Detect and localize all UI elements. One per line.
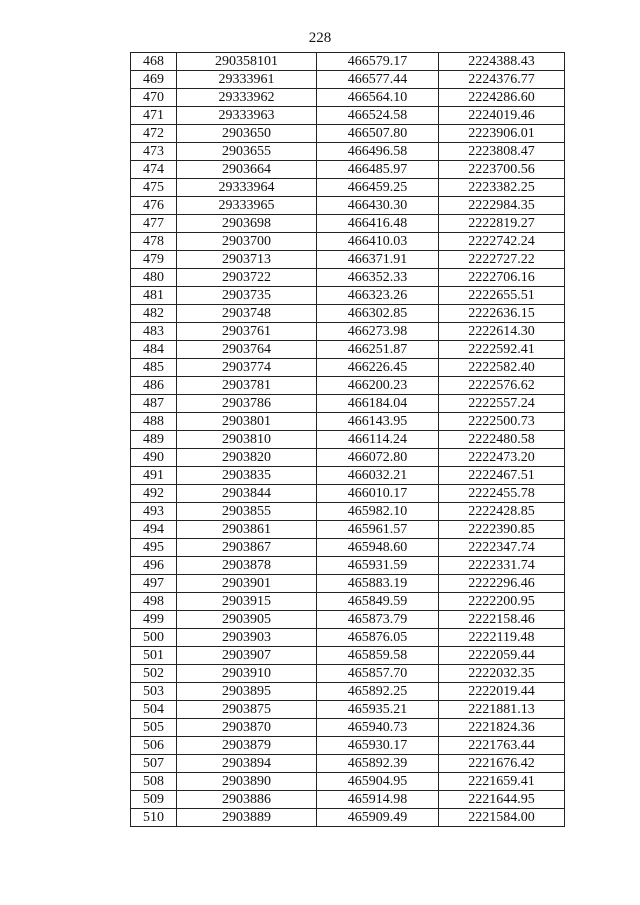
- table-row: [131, 341, 565, 359]
- page-number: 228: [308, 30, 332, 46]
- table-row: [131, 557, 565, 575]
- row-index-cell: 487: [131, 395, 177, 413]
- row-index-cell: 477: [131, 215, 177, 233]
- row-index-cell: 481: [131, 287, 177, 305]
- row-index-cell: 507: [131, 755, 177, 773]
- table-row: [131, 269, 565, 287]
- point-id-cell: 2903810: [177, 431, 317, 449]
- table-row: [131, 287, 565, 305]
- point-id-cell: 2903867: [177, 539, 317, 557]
- row-index-cell: 500: [131, 629, 177, 647]
- x-coordinate-cell: 466524.58: [317, 107, 439, 125]
- x-coordinate-cell: 465892.25: [317, 683, 439, 701]
- point-id-cell: 2903820: [177, 449, 317, 467]
- row-index-cell: 506: [131, 737, 177, 755]
- row-index-cell: 493: [131, 503, 177, 521]
- y-coordinate-cell: 2222428.85: [439, 503, 565, 521]
- coordinates-table: [130, 52, 565, 827]
- point-id-cell: 2903889: [177, 809, 317, 827]
- x-coordinate-cell: 466371.91: [317, 251, 439, 269]
- y-coordinate-cell: 2222500.73: [439, 413, 565, 431]
- point-id-cell: 2903878: [177, 557, 317, 575]
- row-index-cell: 472: [131, 125, 177, 143]
- point-id-cell: 2903713: [177, 251, 317, 269]
- y-coordinate-cell: 2222592.41: [439, 341, 565, 359]
- table-row: [131, 647, 565, 665]
- x-coordinate-cell: 465873.79: [317, 611, 439, 629]
- point-id-cell: 2903855: [177, 503, 317, 521]
- x-coordinate-cell: 465948.60: [317, 539, 439, 557]
- y-coordinate-cell: 2221881.13: [439, 701, 565, 719]
- point-id-cell: 2903786: [177, 395, 317, 413]
- x-coordinate-cell: 466323.26: [317, 287, 439, 305]
- x-coordinate-cell: 465935.21: [317, 701, 439, 719]
- y-coordinate-cell: 2222636.15: [439, 305, 565, 323]
- row-index-cell: 473: [131, 143, 177, 161]
- y-coordinate-cell: 2224286.60: [439, 89, 565, 107]
- x-coordinate-cell: 466459.25: [317, 179, 439, 197]
- point-id-cell: 2903735: [177, 287, 317, 305]
- y-coordinate-cell: 2222614.30: [439, 323, 565, 341]
- table-row: [131, 431, 565, 449]
- row-index-cell: 491: [131, 467, 177, 485]
- row-index-cell: 496: [131, 557, 177, 575]
- point-id-cell: 2903875: [177, 701, 317, 719]
- x-coordinate-cell: 466273.98: [317, 323, 439, 341]
- y-coordinate-cell: 2222480.58: [439, 431, 565, 449]
- table-row: [131, 125, 565, 143]
- x-coordinate-cell: 466410.03: [317, 233, 439, 251]
- point-id-cell: 2903894: [177, 755, 317, 773]
- point-id-cell: 2903801: [177, 413, 317, 431]
- point-id-cell: 2903907: [177, 647, 317, 665]
- y-coordinate-cell: 2222473.20: [439, 449, 565, 467]
- table-row: [131, 611, 565, 629]
- x-coordinate-cell: 466507.80: [317, 125, 439, 143]
- y-coordinate-cell: 2222655.51: [439, 287, 565, 305]
- table-row: [131, 413, 565, 431]
- point-id-cell: 2903895: [177, 683, 317, 701]
- table-row: [131, 701, 565, 719]
- x-coordinate-cell: 466010.17: [317, 485, 439, 503]
- table-row: [131, 773, 565, 791]
- table-row: [131, 161, 565, 179]
- x-coordinate-cell: 466352.33: [317, 269, 439, 287]
- x-coordinate-cell: 465857.70: [317, 665, 439, 683]
- point-id-cell: 2903655: [177, 143, 317, 161]
- table-body: [131, 53, 565, 827]
- y-coordinate-cell: 2221824.36: [439, 719, 565, 737]
- table-row: [131, 737, 565, 755]
- table-row: [131, 377, 565, 395]
- x-coordinate-cell: 466577.44: [317, 71, 439, 89]
- y-coordinate-cell: 2223700.56: [439, 161, 565, 179]
- y-coordinate-cell: 2222582.40: [439, 359, 565, 377]
- y-coordinate-cell: 2222984.35: [439, 197, 565, 215]
- x-coordinate-cell: 465876.05: [317, 629, 439, 647]
- row-index-cell: 470: [131, 89, 177, 107]
- point-id-cell: 2903650: [177, 125, 317, 143]
- table-row: [131, 395, 565, 413]
- row-index-cell: 501: [131, 647, 177, 665]
- table-row: [131, 359, 565, 377]
- y-coordinate-cell: 2222032.35: [439, 665, 565, 683]
- x-coordinate-cell: 465849.59: [317, 593, 439, 611]
- y-coordinate-cell: 2222576.62: [439, 377, 565, 395]
- y-coordinate-cell: 2223382.25: [439, 179, 565, 197]
- x-coordinate-cell: 465892.39: [317, 755, 439, 773]
- row-index-cell: 480: [131, 269, 177, 287]
- row-index-cell: 503: [131, 683, 177, 701]
- point-id-cell: 2903774: [177, 359, 317, 377]
- point-id-cell: 2903722: [177, 269, 317, 287]
- x-coordinate-cell: 465982.10: [317, 503, 439, 521]
- point-id-cell: 2903764: [177, 341, 317, 359]
- y-coordinate-cell: 2222119.48: [439, 629, 565, 647]
- table-row: [131, 305, 565, 323]
- y-coordinate-cell: 2222019.44: [439, 683, 565, 701]
- y-coordinate-cell: 2222158.46: [439, 611, 565, 629]
- table-row: [131, 539, 565, 557]
- point-id-cell: 29333961: [177, 71, 317, 89]
- table-row: [131, 593, 565, 611]
- table-row: [131, 521, 565, 539]
- table-row: [131, 467, 565, 485]
- y-coordinate-cell: 2222331.74: [439, 557, 565, 575]
- row-index-cell: 488: [131, 413, 177, 431]
- row-index-cell: 495: [131, 539, 177, 557]
- row-index-cell: 494: [131, 521, 177, 539]
- row-index-cell: 468: [131, 53, 177, 71]
- y-coordinate-cell: 2221763.44: [439, 737, 565, 755]
- row-index-cell: 475: [131, 179, 177, 197]
- table-row: [131, 53, 565, 71]
- row-index-cell: 476: [131, 197, 177, 215]
- row-index-cell: 484: [131, 341, 177, 359]
- row-index-cell: 505: [131, 719, 177, 737]
- x-coordinate-cell: 466302.85: [317, 305, 439, 323]
- y-coordinate-cell: 2224019.46: [439, 107, 565, 125]
- table-row: [131, 251, 565, 269]
- point-id-cell: 29333965: [177, 197, 317, 215]
- table-row: [131, 89, 565, 107]
- x-coordinate-cell: 466416.48: [317, 215, 439, 233]
- table-row: [131, 233, 565, 251]
- table-row: [131, 215, 565, 233]
- row-index-cell: 482: [131, 305, 177, 323]
- row-index-cell: 479: [131, 251, 177, 269]
- table-row: [131, 503, 565, 521]
- x-coordinate-cell: 466226.45: [317, 359, 439, 377]
- y-coordinate-cell: 2221676.42: [439, 755, 565, 773]
- point-id-cell: 2903890: [177, 773, 317, 791]
- point-id-cell: 2903905: [177, 611, 317, 629]
- point-id-cell: 2903664: [177, 161, 317, 179]
- y-coordinate-cell: 2222819.27: [439, 215, 565, 233]
- point-id-cell: 2903761: [177, 323, 317, 341]
- point-id-cell: 290358101: [177, 53, 317, 71]
- x-coordinate-cell: 466200.23: [317, 377, 439, 395]
- y-coordinate-cell: 2222727.22: [439, 251, 565, 269]
- table-row: [131, 719, 565, 737]
- row-index-cell: 498: [131, 593, 177, 611]
- row-index-cell: 502: [131, 665, 177, 683]
- y-coordinate-cell: 2222706.16: [439, 269, 565, 287]
- x-coordinate-cell: 465940.73: [317, 719, 439, 737]
- x-coordinate-cell: 465930.17: [317, 737, 439, 755]
- row-index-cell: 485: [131, 359, 177, 377]
- y-coordinate-cell: 2221644.95: [439, 791, 565, 809]
- point-id-cell: 2903781: [177, 377, 317, 395]
- y-coordinate-cell: 2223906.01: [439, 125, 565, 143]
- point-id-cell: 2903698: [177, 215, 317, 233]
- table-row: [131, 143, 565, 161]
- y-coordinate-cell: 2222557.24: [439, 395, 565, 413]
- y-coordinate-cell: 2221584.00: [439, 809, 565, 827]
- x-coordinate-cell: 465859.58: [317, 647, 439, 665]
- row-index-cell: 469: [131, 71, 177, 89]
- x-coordinate-cell: 466114.24: [317, 431, 439, 449]
- x-coordinate-cell: 466251.87: [317, 341, 439, 359]
- point-id-cell: 2903861: [177, 521, 317, 539]
- point-id-cell: 2903879: [177, 737, 317, 755]
- point-id-cell: 29333964: [177, 179, 317, 197]
- table-row: [131, 197, 565, 215]
- point-id-cell: 2903886: [177, 791, 317, 809]
- x-coordinate-cell: 465904.95: [317, 773, 439, 791]
- y-coordinate-cell: 2222059.44: [439, 647, 565, 665]
- table-row: [131, 71, 565, 89]
- table-row: [131, 485, 565, 503]
- table-row: [131, 575, 565, 593]
- y-coordinate-cell: 2222455.78: [439, 485, 565, 503]
- row-index-cell: 486: [131, 377, 177, 395]
- y-coordinate-cell: 2224388.43: [439, 53, 565, 71]
- x-coordinate-cell: 466579.17: [317, 53, 439, 71]
- y-coordinate-cell: 2222347.74: [439, 539, 565, 557]
- y-coordinate-cell: 2222200.95: [439, 593, 565, 611]
- row-index-cell: 509: [131, 791, 177, 809]
- row-index-cell: 471: [131, 107, 177, 125]
- table-row: [131, 323, 565, 341]
- x-coordinate-cell: 465914.98: [317, 791, 439, 809]
- y-coordinate-cell: 2223808.47: [439, 143, 565, 161]
- table-row: [131, 665, 565, 683]
- y-coordinate-cell: 2224376.77: [439, 71, 565, 89]
- x-coordinate-cell: 466072.80: [317, 449, 439, 467]
- row-index-cell: 497: [131, 575, 177, 593]
- row-index-cell: 474: [131, 161, 177, 179]
- x-coordinate-cell: 465961.57: [317, 521, 439, 539]
- table-row: [131, 629, 565, 647]
- row-index-cell: 490: [131, 449, 177, 467]
- row-index-cell: 510: [131, 809, 177, 827]
- row-index-cell: 504: [131, 701, 177, 719]
- point-id-cell: 2903870: [177, 719, 317, 737]
- point-id-cell: 2903903: [177, 629, 317, 647]
- point-id-cell: 2903901: [177, 575, 317, 593]
- point-id-cell: 2903748: [177, 305, 317, 323]
- table-row: [131, 449, 565, 467]
- x-coordinate-cell: 466184.04: [317, 395, 439, 413]
- x-coordinate-cell: 465883.19: [317, 575, 439, 593]
- row-index-cell: 508: [131, 773, 177, 791]
- y-coordinate-cell: 2222296.46: [439, 575, 565, 593]
- row-index-cell: 499: [131, 611, 177, 629]
- x-coordinate-cell: 466032.21: [317, 467, 439, 485]
- y-coordinate-cell: 2222742.24: [439, 233, 565, 251]
- x-coordinate-cell: 466430.30: [317, 197, 439, 215]
- row-index-cell: 483: [131, 323, 177, 341]
- table-row: [131, 755, 565, 773]
- row-index-cell: 478: [131, 233, 177, 251]
- table-row: [131, 791, 565, 809]
- x-coordinate-cell: 466485.97: [317, 161, 439, 179]
- y-coordinate-cell: 2222467.51: [439, 467, 565, 485]
- point-id-cell: 2903700: [177, 233, 317, 251]
- x-coordinate-cell: 465909.49: [317, 809, 439, 827]
- point-id-cell: 2903910: [177, 665, 317, 683]
- y-coordinate-cell: 2222390.85: [439, 521, 565, 539]
- table-row: [131, 179, 565, 197]
- point-id-cell: 29333962: [177, 89, 317, 107]
- x-coordinate-cell: 465931.59: [317, 557, 439, 575]
- point-id-cell: 29333963: [177, 107, 317, 125]
- x-coordinate-cell: 466564.10: [317, 89, 439, 107]
- x-coordinate-cell: 466143.95: [317, 413, 439, 431]
- table-row: [131, 107, 565, 125]
- table-row: [131, 809, 565, 827]
- row-index-cell: 489: [131, 431, 177, 449]
- x-coordinate-cell: 466496.58: [317, 143, 439, 161]
- table-row: [131, 683, 565, 701]
- point-id-cell: 2903844: [177, 485, 317, 503]
- point-id-cell: 2903835: [177, 467, 317, 485]
- point-id-cell: 2903915: [177, 593, 317, 611]
- y-coordinate-cell: 2221659.41: [439, 773, 565, 791]
- row-index-cell: 492: [131, 485, 177, 503]
